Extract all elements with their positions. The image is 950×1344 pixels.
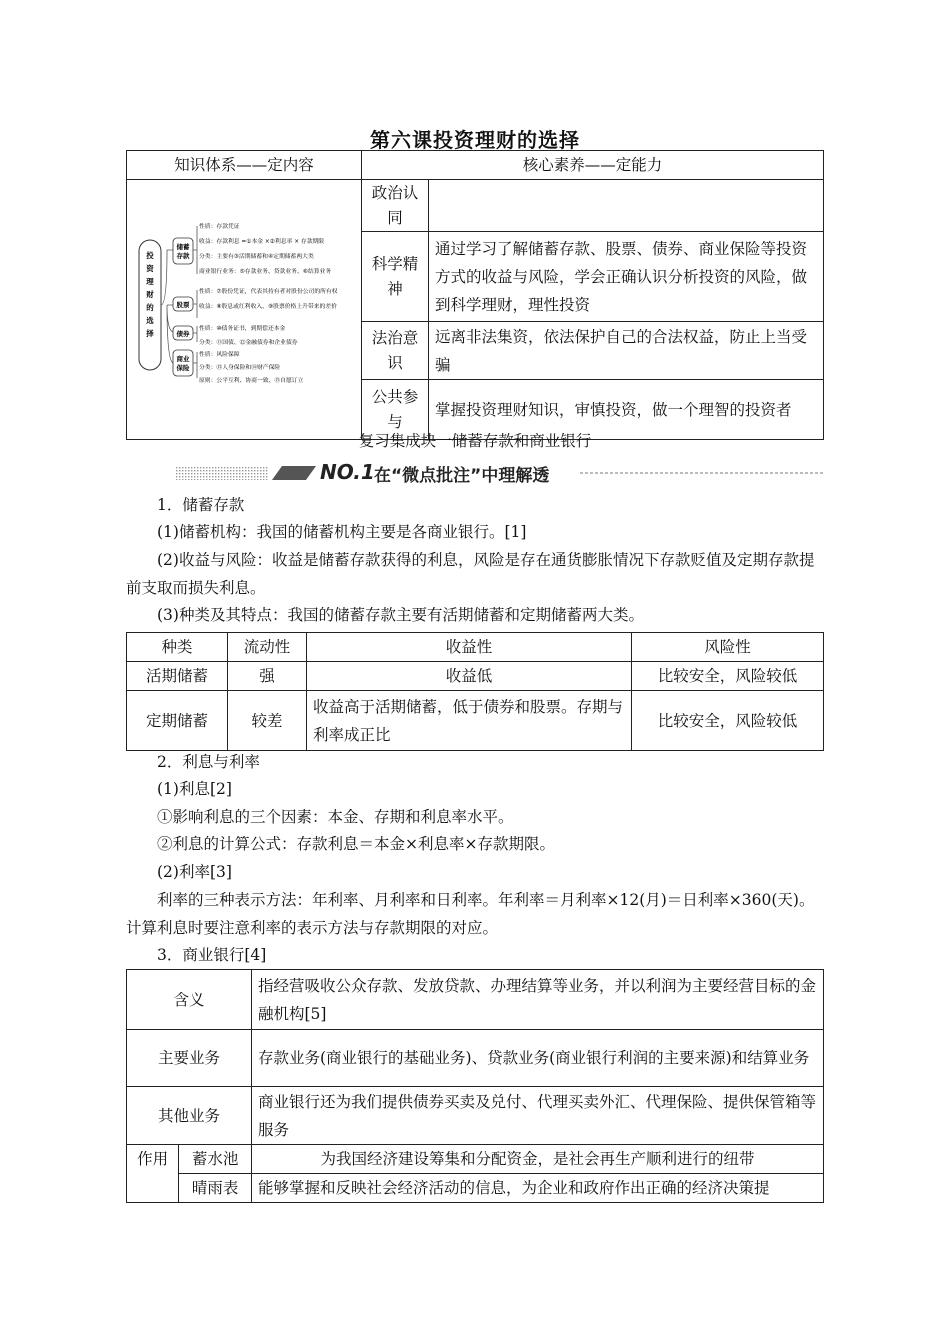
bank-text-other: 商业银行还为我们提供债券买卖及兑付、代理买卖外汇、代理保险、提供保管箱等服务 [252,1087,824,1145]
savings-cell: 比较安全，风险较低 [632,662,824,691]
para-interest-factors: ①影响利息的三个因素：本金、存期和利息率水平。 [157,808,514,826]
para-rate-methods: 利率的三种表示方法：年利率、月利率和日利率。年利率＝月利率×12(月)＝日利率×360(天)。计算利息时要注意利率的表示方法与存款期限的对应。 [126,891,815,937]
knowledge-mindmap [127,180,355,430]
svg-text:性质：风险保障: 性质：风险保障 [199,352,240,358]
overview-header-knowledge: 知识体系——定内容 [127,151,362,180]
para-savings-institution: (1)储蓄机构：我国的储蓄机构主要是各商业银行。[1] [157,523,527,541]
heading-savings: 1．储蓄存款 [157,496,245,514]
bank-label-barometer: 晴雨表 [179,1174,252,1203]
para-savings-types: (3)种类及其特点：我国的储蓄存款主要有活期储蓄和定期储蓄两大类。 [157,606,644,624]
row-law-text: 远离非法集资，依法保护自己的合法权益，防止上当受骗 [429,321,824,380]
branch-insurance: 商业保险 [176,355,190,372]
savings-cell: 定期储蓄 [127,691,228,751]
savings-cell: 比较安全，风险较低 [632,691,824,751]
mindmap-cell [127,180,362,440]
para-rate: (2)利率[3] [157,863,232,881]
row-public-label: 公共参与 [362,380,429,440]
savings-header-risk: 风险性 [632,633,824,662]
savings-cell: 收益高于活期储蓄，低于债券和股票。存期与利率成正比 [307,691,632,751]
bank-text-barometer: 能够掌握和反映社会经济活动的信息，为企业和政府作出正确的经济决策提 [252,1174,824,1203]
savings-cell: 收益低 [307,662,632,691]
mindmap-root: 投资理财的选择 [146,251,154,338]
savings-cell: 较差 [228,691,307,751]
savings-header-liquidity: 流动性 [228,633,307,662]
svg-text:性质：⑦股份凭证，代表其持有者对股份公司的所有权: 性质：⑦股份凭证，代表其持有者对股份公司的所有权 [199,289,338,295]
row-science-text: 通过学习了解储蓄存款、股票、债券、商业保险等投资方式的收益与风险，学会正确认识分析投资的风险，做到科学理财，理性投资 [429,232,824,321]
svg-text:收益：存款利息 =①本金 ×②利息率 × 存款期限: 收益：存款利息 =①本金 ×②利息率 × 存款期限 [199,239,325,245]
svg-text:分类：⑪国债、⑫金融债券和企业债券: 分类：⑪国债、⑫金融债券和企业债券 [199,340,298,346]
bank-text-reservoir: 为我国经济建设筹集和分配资金，是社会再生产顺利进行的纽带 [252,1145,824,1174]
row-political-text [429,180,824,232]
bank-text-meaning: 指经营吸收公众存款、发放贷款、办理结算等业务，并以利润为主要经营目标的金融机构[5] [252,970,824,1030]
row-political-label: 政治认同 [362,180,429,232]
branch-bonds: 债券 [176,330,190,338]
savings-table [126,632,824,751]
branch-stocks: 股票 [176,301,190,309]
para-interest: (1)利息[2] [157,780,232,798]
bank-label-meaning: 含义 [127,970,252,1030]
branch-stocks-lines [199,287,338,310]
branch-savings-lines [199,222,331,275]
branch-bonds-lines [199,324,298,346]
row-science-label: 科学精神 [362,232,429,321]
savings-cell: 强 [228,662,307,691]
bank-label-main: 主要业务 [127,1030,252,1087]
page-title: 第六课投资理财的选择 [370,128,580,152]
bank-label-reservoir: 蓄水池 [179,1145,252,1174]
svg-text:原则：公平互利、协商一致、⑮自愿订立: 原则：公平互利、协商一致、⑮自愿订立 [199,378,304,384]
savings-cell: 活期储蓄 [127,662,228,691]
svg-text:商业银行业务：⑤存款业务、贷款业务、⑥结算业务: 商业银行业务：⑤存款业务、贷款业务、⑥结算业务 [199,269,332,275]
row-law-label: 法治意识 [362,321,429,380]
bank-label-other: 其他业务 [127,1087,252,1145]
branch-savings: 储蓄存款 [176,243,190,260]
heading-bank: 3．商业银行[4] [157,946,267,964]
savings-header-type: 种类 [127,633,228,662]
row-public-text: 掌握投资理财知识，审慎投资，做一个理智的投资者 [429,380,824,440]
section-title: 复习集成块一储蓄存款和商业银行 [358,432,592,450]
heading-interest: 2．利息与利率 [157,753,260,771]
bank-text-main: 存款业务(商业银行的基础业务)、贷款业务(商业银行利润的主要来源)和结算业务 [252,1030,824,1087]
banner-text: 在“微点批注”中理解透 [374,466,550,486]
svg-text:分类：主要有③活期储蓄和④定期储蓄两大类: 分类：主要有③活期储蓄和④定期储蓄两大类 [199,254,314,260]
section-banner [176,458,824,488]
branch-insurance-lines [199,350,304,384]
bank-label-role: 作用 [127,1145,179,1203]
svg-text:性质：存款凭证: 性质：存款凭证 [199,224,240,230]
para-savings-return: (2)收益与风险：收益是储蓄存款获得的利息，风险是存在通货膨胀情况下存款贬值及定期存款提前支取而损失利息。 [126,551,815,597]
bank-table [126,969,824,1203]
svg-text:分类：⑬人身保险和⑭财产保险: 分类：⑬人身保险和⑭财产保险 [199,365,281,371]
overview-table [126,150,824,440]
overview-header-competence: 核心素养——定能力 [362,151,824,180]
para-interest-formula: ②利息的计算公式：存款利息＝本金×利息率×存款期限。 [157,835,555,853]
svg-text:收益：⑧股息或红利收入、⑨股票价格上升带来的差价: 收益：⑧股息或红利收入、⑨股票价格上升带来的差价 [199,304,337,310]
savings-header-return: 收益性 [307,633,632,662]
banner-number: NO.1 [320,460,375,484]
svg-text:性质：⑩债务证书，到期偿还本金: 性质：⑩债务证书，到期偿还本金 [199,326,286,332]
